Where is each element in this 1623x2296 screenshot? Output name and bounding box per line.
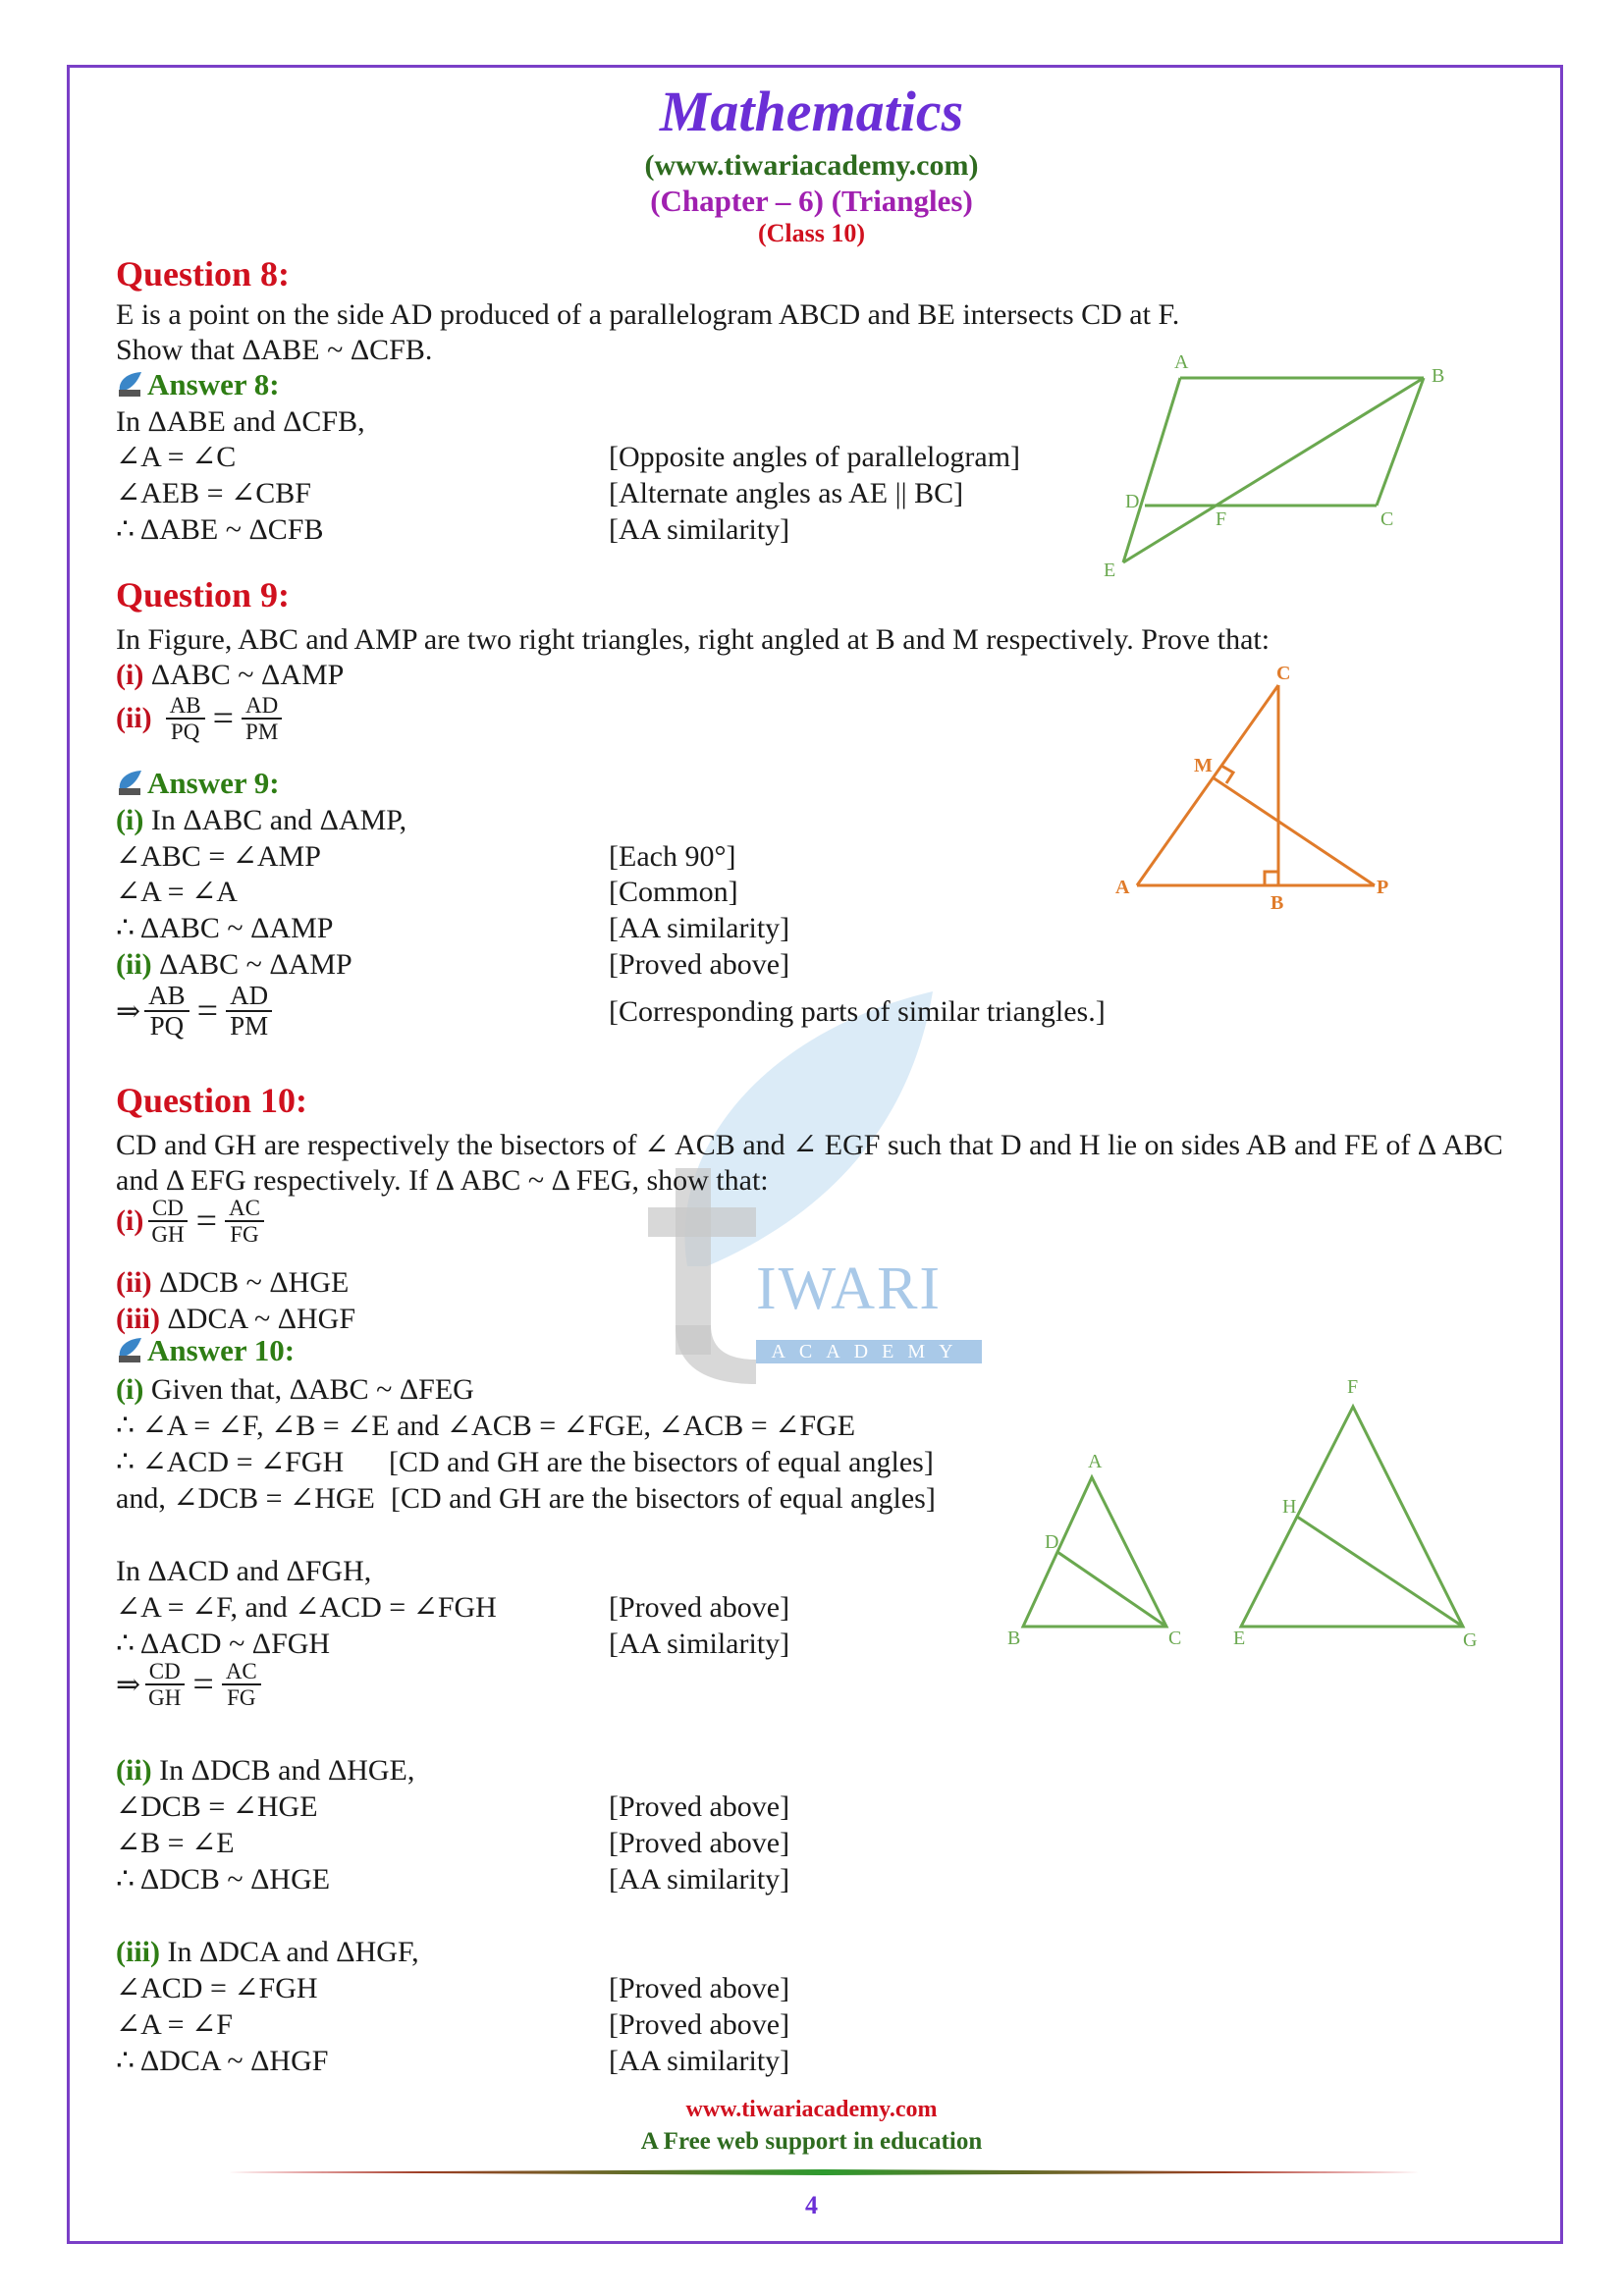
q10-part-ii-label: (ii) [116,1266,152,1299]
q10-fig-bisector-cd [1057,1552,1166,1627]
q9-frac1-num: AB [166,693,205,720]
q10-final-fraction-cd-gh [144,1659,185,1710]
q10-fig-label-a: A [1088,1451,1103,1472]
q9-fig-right-angle-m [1221,766,1233,783]
q9-implies: ⇒ [116,994,141,1028]
q8-text-line1: E is a point on the side AD produced of a parallelogram ABCD and BE intersects CD at F. [116,298,1180,331]
q9-fig-label-m: M [1194,755,1213,776]
q10-answer-ii-step-0: ∠DCB = ∠HGE [116,1790,318,1823]
q10-fig-label-g: G [1463,1629,1478,1651]
q8-parallelogram-figure [1100,348,1453,584]
q10-answer-i-label: (i) [116,1373,144,1406]
question-8-heading: Question 8: [116,254,291,294]
q9-fig-side-mp [1213,777,1375,885]
page-title: Mathematics [659,80,964,143]
q9-fig-label-p: P [1377,877,1389,898]
watermark-text: IWARI [756,1255,943,1322]
q9-fraction-ad-pm [242,693,282,744]
q9-answer-i-text: In ΔABC and ΔAMP, [150,804,407,836]
q10-final-fraction-ac-fg [222,1659,261,1710]
q10-answer-i-final [116,1659,265,1710]
q10-answer-i-reason-1: [AA similarity] [609,1628,790,1660]
q10-frac1-den: GH [151,1222,185,1247]
q10-part-i-label: (i) [116,1204,144,1237]
q10-answer-iii-text: In ΔDCA and ΔHGF, [167,1936,419,1968]
q8-step-3: ∴ ΔABE ~ ΔCFB [116,513,324,546]
q10-part-ii-text: ΔDCB ~ ΔHGE [159,1266,350,1299]
q10-part-i [116,1196,268,1247]
tiwari-logo-icon [116,1336,143,1365]
q10-implies: ⇒ [116,1668,141,1701]
q10-answer-iii [116,1936,419,1969]
q9-fig-label-b: B [1271,892,1284,913]
q10-answer-i-reason-0: [Proved above] [609,1591,790,1624]
q9-fig-right-angle-b [1265,872,1278,885]
q10-fig-label-f: F [1347,1376,1359,1398]
q10-answer-iii-step-0: ∠ACD = ∠FGH [116,1972,318,2004]
q8-reason-1: [Opposite angles of parallelogram] [609,441,1021,473]
q10-answer-i [116,1373,474,1407]
answer-9-heading [116,766,280,801]
q9-frac2-num: AD [242,693,282,720]
q10-fig-label-h: H [1282,1496,1297,1518]
q8-fig-label-f: F [1216,508,1227,530]
q10-part-ii [116,1266,349,1300]
q10-answer-iii-step-1: ∠A = ∠F [116,2008,233,2041]
q10-answer-iii-reason-0: [Proved above] [609,1972,790,2004]
q9-step-0: ∠ABC = ∠AMP [116,840,321,873]
q10-part-iii-text: ΔDCA ~ ΔHGF [167,1303,356,1335]
q9-fraction-ab-pq [166,693,205,744]
q9-answer-ii-text: ΔABC ~ ΔAMP [159,948,352,981]
q10-answer-i-step-0: ∠A = ∠F, and ∠ACD = ∠FGH [116,1591,497,1624]
q10-answer-ii-reason-0: [Proved above] [609,1790,790,1823]
q9-reason-0: [Each 90°] [609,840,736,873]
q9-fig-label-a: A [1115,877,1130,898]
q8-step-0: In ΔABE and ΔCFB, [116,405,365,438]
q10-answer-ii-reason-1: [Proved above] [609,1827,790,1859]
q10-frac2-num: AC [225,1196,264,1222]
q10-answer-ii-reason-2: [AA similarity] [609,1863,790,1896]
header-chapter: (Chapter – 6) (Triangles) [650,184,973,218]
q10-part-iii [116,1303,355,1336]
q10-similar-triangles-figure [1001,1369,1492,1664]
q9-part-ii-label: (ii) [116,702,152,734]
q10-fig-label-d: D [1045,1531,1059,1553]
q10-final-equals: = [192,1664,214,1705]
q9-answer-ii-reason: [Proved above] [609,948,790,981]
q10-fig-bisector-gh [1297,1517,1463,1627]
q9-answer-i-label: (i) [116,804,144,836]
q8-fig-label-a: A [1174,351,1189,373]
q9-final-equals: = [196,990,219,1032]
q9-step-1: ∠A = ∠A [116,876,238,908]
answer-10-heading [116,1333,295,1368]
q10-text-line1: CD and GH are respectively the bisectors of ∠ ACB and ∠ EGF such that D and H lie on sides AB and FE of Δ ABC [116,1129,1503,1161]
question-10-heading: Question 10: [116,1081,308,1120]
q9-final-frac1-num: AB [144,982,189,1012]
header-site[interactable]: (www.tiwariacademy.com) [644,149,979,182]
q10-final-frac2-den: FG [227,1685,256,1710]
q9-fig-label-c: C [1276,663,1291,684]
q10-answer-i-line2: ∴ ∠A = ∠F, ∠B = ∠E and ∠ACB = ∠FGE, ∠ACB = ∠FGE [116,1410,856,1442]
q10-answer-i-line5: In ΔACD and ΔFGH, [116,1555,372,1587]
q10-fig-label-b: B [1007,1628,1021,1649]
q9-part-i-label: (i) [116,659,144,691]
q9-final-frac2-num: AD [226,982,272,1012]
q10-final-frac1-num: CD [145,1659,185,1685]
q10-answer-i-line4: and, ∠DCB = ∠HGE [116,1482,375,1515]
footer-divider [228,2169,1420,2175]
q8-text-line2: Show that ΔABE ~ ΔCFB. [116,334,433,366]
q8-fig-label-d: D [1125,491,1140,512]
q9-final-frac1-den: PQ [149,1011,185,1041]
q9-final-step [116,982,276,1041]
answer-10-label: Answer 10: [147,1333,296,1367]
q10-answer-iii-reason-1: [Proved above] [609,2008,790,2041]
q8-reason-3: [AA similarity] [609,513,790,546]
q9-part-i [116,659,344,692]
q10-fig-label-c: C [1168,1628,1182,1649]
answer-9-label: Answer 9: [147,766,280,800]
q9-final-frac2-den: PM [230,1011,269,1041]
q9-part-ii [116,693,286,744]
answer-8-heading [116,367,280,402]
q10-answer-i-line3: ∴ ∠ACD = ∠FGH [116,1446,345,1478]
q9-final-fraction-ab-pq [144,982,189,1041]
q8-fig-side-ae [1123,378,1180,562]
q9-answer-i [116,804,406,837]
q10-answer-i-step-1: ∴ ΔACD ~ ΔFGH [116,1628,331,1660]
q8-reason-2: [Alternate angles as AE || BC] [609,477,964,509]
q10-answer-i-line4-reason: [CD and GH are the bisectors of equal angles] [391,1482,936,1515]
q9-frac2-den: PM [245,720,279,744]
q10-equals: = [195,1201,217,1242]
q9-final-fraction-ad-pm [226,982,272,1041]
q10-answer-ii-step-1: ∠B = ∠E [116,1827,235,1859]
q9-equals: = [212,698,235,739]
q10-answer-i-line3-reason: [CD and GH are the bisectors of equal angles] [389,1446,934,1478]
q9-fig-side-ac [1137,685,1278,885]
q10-answer-ii-step-2: ∴ ΔDCB ~ ΔHGE [116,1863,331,1896]
q9-answer-ii [116,948,352,982]
header-class: (Class 10) [757,219,866,247]
tiwari-logo-icon [116,370,143,400]
footer-site-link[interactable]: www.tiwariacademy.com [685,2097,938,2122]
q10-answer-iii-reason-2: [AA similarity] [609,2045,790,2077]
q10-answer-ii [116,1754,414,1788]
q10-final-frac1-den: GH [148,1685,182,1710]
q9-step-2: ∴ ΔABC ~ ΔAMP [116,912,334,944]
q10-part-iii-label: (iii) [116,1303,160,1335]
q8-fig-label-e: E [1104,560,1116,581]
q10-text-line2: and Δ EFG respectively. If Δ ABC ~ Δ FEG, show that: [116,1164,769,1197]
footer-tagline: A Free web support in education [640,2128,983,2155]
question-9-heading: Question 9: [116,575,291,614]
q8-step-1: ∠A = ∠C [116,441,237,473]
q9-answer-ii-label: (ii) [116,948,152,981]
q10-answer-ii-text: In ΔDCB and ΔHGE, [159,1754,415,1787]
q10-fig-label-e: E [1233,1628,1246,1649]
q8-fig-label-c: C [1380,508,1394,530]
q9-part-i-text: ΔABC ~ ΔAMP [150,659,345,691]
q10-answer-ii-label: (ii) [116,1754,152,1787]
q8-fig-line-be [1123,378,1424,562]
q8-fig-side-bc [1377,378,1424,506]
q10-fig-triangle-efg [1241,1407,1463,1627]
q10-frac1-num: CD [148,1196,188,1222]
q9-reason-2: [AA similarity] [609,912,790,944]
q10-fraction-cd-gh [147,1196,188,1247]
q10-answer-iii-step-2: ∴ ΔDCA ~ ΔHGF [116,2045,329,2077]
page-number: 4 [805,2191,818,2219]
q9-text-line1: In Figure, ABC and AMP are two right triangles, right angled at B and M respectively. Prove that: [116,623,1271,656]
answer-8-label: Answer 8: [147,367,280,401]
q10-fraction-ac-fg [225,1196,264,1247]
q9-frac1-den: PQ [170,720,200,744]
q8-fig-label-b: B [1432,365,1445,387]
q9-right-triangles-figure [1109,658,1404,913]
q10-frac2-den: FG [230,1222,259,1247]
q8-step-2: ∠AEB = ∠CBF [116,477,311,509]
q10-answer-i-text: Given that, ΔABC ~ ΔFEG [150,1373,474,1406]
tiwari-logo-icon [116,769,143,798]
q10-answer-iii-label: (iii) [116,1936,160,1968]
q9-reason-1: [Common] [609,876,738,908]
q9-final-reason: [Corresponding parts of similar triangles.] [609,995,1106,1028]
watermark-subtext: ACADEMY [756,1340,982,1363]
q10-final-frac2-num: AC [222,1659,261,1685]
